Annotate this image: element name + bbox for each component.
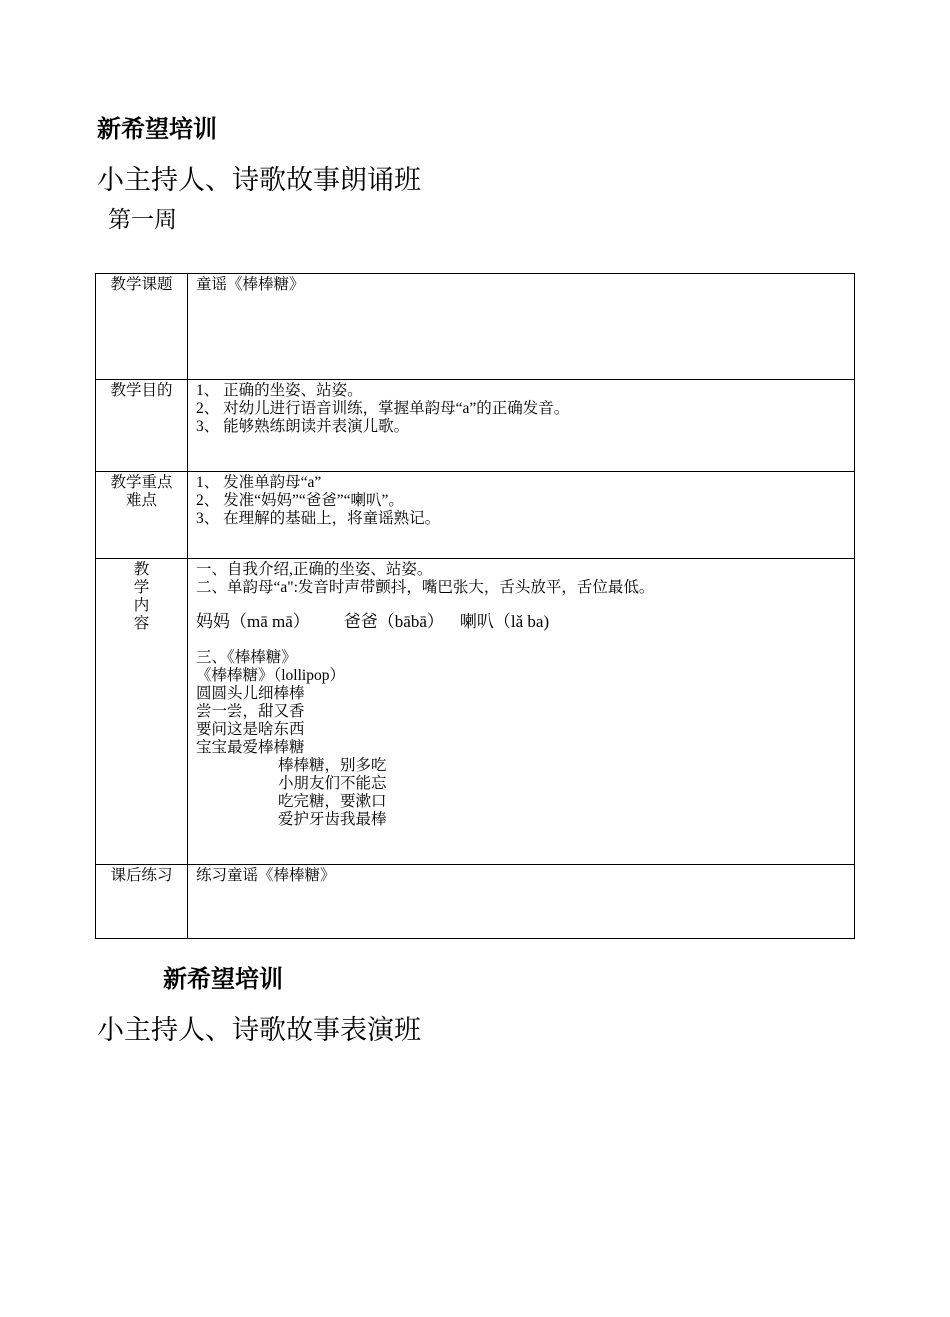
poem-line: 要问这是啥东西: [196, 721, 305, 738]
poem-line: 宝宝最爱棒棒糖: [196, 739, 305, 756]
topic-label: 教学课题: [96, 274, 188, 380]
focus-label: [96, 472, 188, 559]
table-row-homework: [96, 865, 855, 939]
goal-item: 2、 对幼儿进行语音训练，掌握单韵母“a”的正确发音。: [196, 400, 570, 417]
poem-line: 小朋友们不能忘: [278, 775, 387, 792]
focus-item: 3、 在理解的基础上，将童谣熟记。: [196, 510, 441, 527]
org-title-2: 新希望培训: [163, 965, 283, 993]
word-baba: 爸爸（bābā）: [343, 612, 444, 631]
table-row-topic: [96, 274, 855, 380]
content-label-text: 教学内容: [133, 561, 150, 632]
intro-line: 二、单韵母“a":发音时声带颤抖，嘴巴张大，舌头放平，舌位最低。: [196, 579, 655, 596]
pronunciation-words: [196, 611, 846, 633]
content-label: [96, 559, 188, 865]
poem-line: 吃完糖，要漱口: [278, 793, 387, 810]
word-laba: 喇叭（lǎ ba): [459, 612, 550, 631]
goals-content: [188, 380, 855, 472]
focus-item: 2、 发准“妈妈”“爸爸”“喇叭”。: [196, 492, 404, 509]
content-body: [188, 559, 855, 865]
poem-line: 棒棒糖，别多吃: [278, 757, 387, 774]
poem-header: 三、《棒棒糖》: [196, 649, 297, 666]
table-row-content: [96, 559, 855, 865]
lesson-plan-table: [95, 273, 855, 939]
poem-line: 圆圆头儿细棒棒: [196, 685, 305, 702]
goal-item: 3、 能够熟练朗读并表演儿歌。: [196, 418, 410, 435]
goal-item: 1、 正确的坐姿、站姿。: [196, 382, 363, 399]
topic-content: 童谣《棒棒糖》: [188, 274, 855, 380]
poem-line: 尝一尝，甜又香: [196, 703, 305, 720]
table-row-goals: [96, 380, 855, 472]
class-title-2: 小主持人、诗歌故事表演班: [97, 1015, 421, 1046]
focus-item: 1、 发准单韵母“a”: [196, 474, 322, 491]
focus-content: [188, 472, 855, 559]
focus-label-text: 教学重点难点: [110, 474, 173, 509]
word-mama: 妈妈（mā mā）: [196, 612, 310, 631]
homework-label: 课后练习: [96, 865, 188, 939]
goals-label: 教学目的: [96, 380, 188, 472]
week-label: 第一周: [108, 207, 177, 233]
org-title-1: 新希望培训: [97, 115, 217, 143]
homework-content: 练习童谣《棒棒糖》: [188, 865, 855, 939]
table-row-focus: [96, 472, 855, 559]
intro-line: 一、自我介绍,正确的坐姿、站姿。: [196, 561, 433, 578]
class-title-1: 小主持人、诗歌故事朗诵班: [97, 165, 421, 196]
poem-title: 《棒棒糖》（lollipop）: [196, 667, 345, 684]
poem-line: 爱护牙齿我最棒: [278, 811, 387, 828]
